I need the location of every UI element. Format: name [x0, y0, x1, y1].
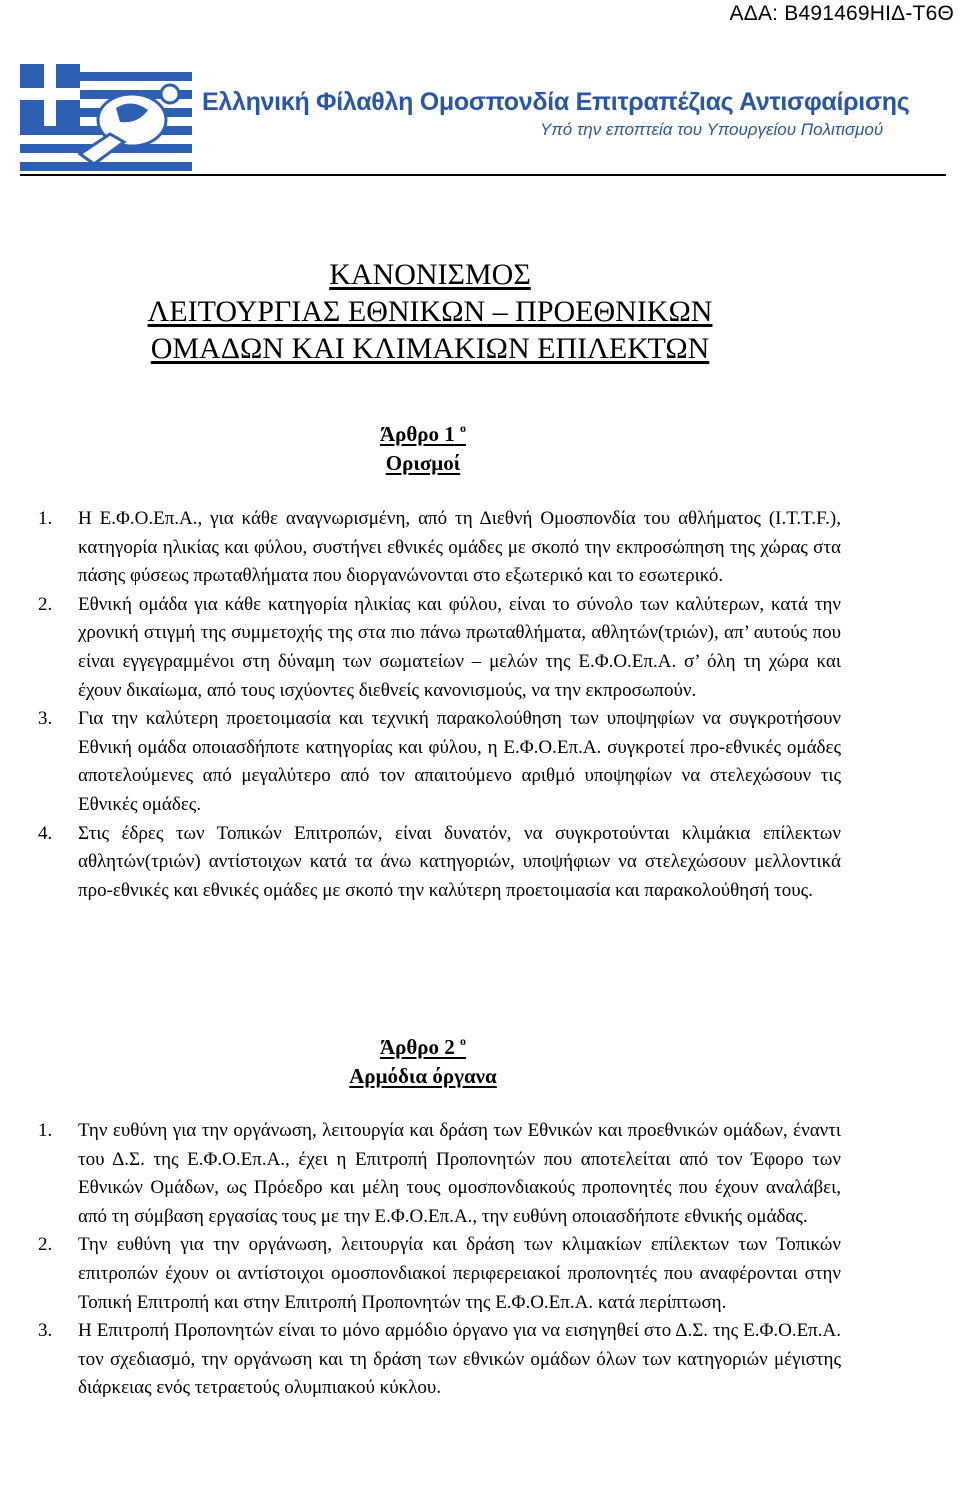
header-divider [20, 174, 946, 176]
list-item: 3. Η Επιτροπή Προπονητών είναι το μόνο αρμόδιο όργανο για να εισηγηθεί στο Δ.Σ. της Ε.Φ.Ο.Επ.Α. τον σχεδιασμό, την οργάνωση και τη δράση των εθνικών ομάδων όλων των κατηγοριών μέγιστης διάρκειας ενός τετραετούς ολυμπιακού κύκλου. [38, 1320, 841, 1399]
article-1-heading: Ορισμοί [385, 451, 461, 475]
list-item: 4. Στις έδρες των Τοπικών Επιτροπών, είναι δυνατόν, να συγκροτούνται κλιμάκια επίλεκτων αθλητών(τριών) αντίστοιχων κατά τα άνω κατηγοριών, υποψήφιων να στελεχώσουν μελλοντικά προ-εθνικές και εθνικές ομάδες με σκοπό την καλύτερη προετοιμασία και παρακολούθησή τους. [38, 822, 841, 901]
title-line-3: ΟΜΑΔΩΝ ΚΑΙ ΚΛΙΜΑΚΙΩΝ ΕΠΙΛΕΚΤΩΝ [150, 332, 710, 365]
article-1-list [38, 505, 841, 905]
article-2-heading: Αρμόδια όργανα [349, 1064, 497, 1088]
list-item: 1. Η Ε.Φ.Ο.Επ.Α., για κάθε αναγνωρισμένη, από τη Διεθνή Ομοσπονδία του αθλήματος (Ι.Τ.Τ.F.), κατηγορία ηλικίας και φύλου, συστήνει εθνικές ομάδες με σκοπό την εκπροσώπηση της χώρας στα πάσης φύσεως πρωταθλήματα που διοργανώνονται στο εξωτερικό και το εσωτερικό. [38, 508, 841, 587]
article-2-header [0, 1033, 846, 1091]
organization-subtitle: Υπό την εποπτεία του Υπουργείου Πολιτισμού [540, 120, 884, 139]
list-item: 3. Για την καλύτερη προετοιμασία και τεχνική παρακολούθηση των υποψηφίων να συγκροτήσουν Εθνική ομάδα οποιασδήποτε κατηγορίας και φύλου, η Ε.Φ.Ο.Επ.Α. συγκροτεί προ-εθνικές ομάδες αποτελούμενες από μεγαλύτερο από τον απαιτούμενο αριθμό υποψηφίων να στελεχώσουν τις Εθνικές ομάδες. [38, 708, 841, 815]
document-title [0, 256, 860, 367]
organization-name: Ελληνική Φίλαθλη Ομοσπονδία Επιτραπέζιας Αντισφαίρισης [202, 88, 910, 116]
letterhead [20, 64, 946, 176]
article-2-label: Άρθρο 2 $^o$ [379, 1034, 467, 1059]
list-item: 2. Εθνική ομάδα για κάθε κατηγορία ηλικίας και φύλου, είναι το σύνολο των καλύτερων, κατά την χρονική στιγμή της συμμετοχής της στα πιο πάνω πρωταθλήματα, αθλητών(τριών), απ’ αυτούς που είναι εγγεγραμμένοι στη δύναμη των σωματείων – μελών της Ε.Φ.Ο.Επ.Α. σ’ όλη τη χώρα και έχουν δικαίωμα, από τους ισχύοντες διεθνείς κανονισμούς, να την εκπροσωπούν. [38, 593, 841, 701]
article-1-header [0, 420, 846, 478]
title-line-2: ΛΕΙΤΟΥΡΓΙΑΣ ΕΘΝΙΚΩΝ – ΠΡΟΕΘΝΙΚΩΝ [147, 295, 713, 328]
list-item: 1. Την ευθύνη για την οργάνωση, λειτουργία και δράση των Εθνικών και προεθνικών ομάδων, έναντι του Δ.Σ. της Ε.Φ.Ο.Επ.Α., έχει η Επιτροπή Προπονητών που αποτελείται από τον Έφορο των Εθνικών Ομάδων, ως Πρόεδρο και μέλη τους ομοσπονδιακούς προπονητές που έχουν αναλάβει, από τη σύμβαση εργασίας τους με την Ε.Φ.Ο.Επ.Α., την ευθύνη οποιασδήποτε εθνικής ομάδας. [38, 1120, 841, 1227]
ada-code: ΑΔΑ: Β491469ΗΙΔ-Τ6Θ [729, 2, 954, 25]
article-2-list [38, 1117, 841, 1403]
federation-logo-icon [20, 64, 192, 172]
title-line-1: ΚΑΝΟΝΙΣΜΟΣ [329, 258, 531, 291]
article-1-label: Άρθρο 1 $^o$ [379, 421, 467, 446]
list-item: 2. Την ευθύνη για την οργάνωση, λειτουργία και δράση των κλιμακίων επίλεκτων των Τοπικών επιτροπών έχουν οι αντίστοιχοι ομοσπονδιακοί περιφερειακοί προπονητές που αναφέρονται στην Τοπική Επιτροπή και στην Επιτροπή Προπονητών της Ε.Φ.Ο.Επ.Α. κατά περίπτωση. [38, 1234, 841, 1313]
